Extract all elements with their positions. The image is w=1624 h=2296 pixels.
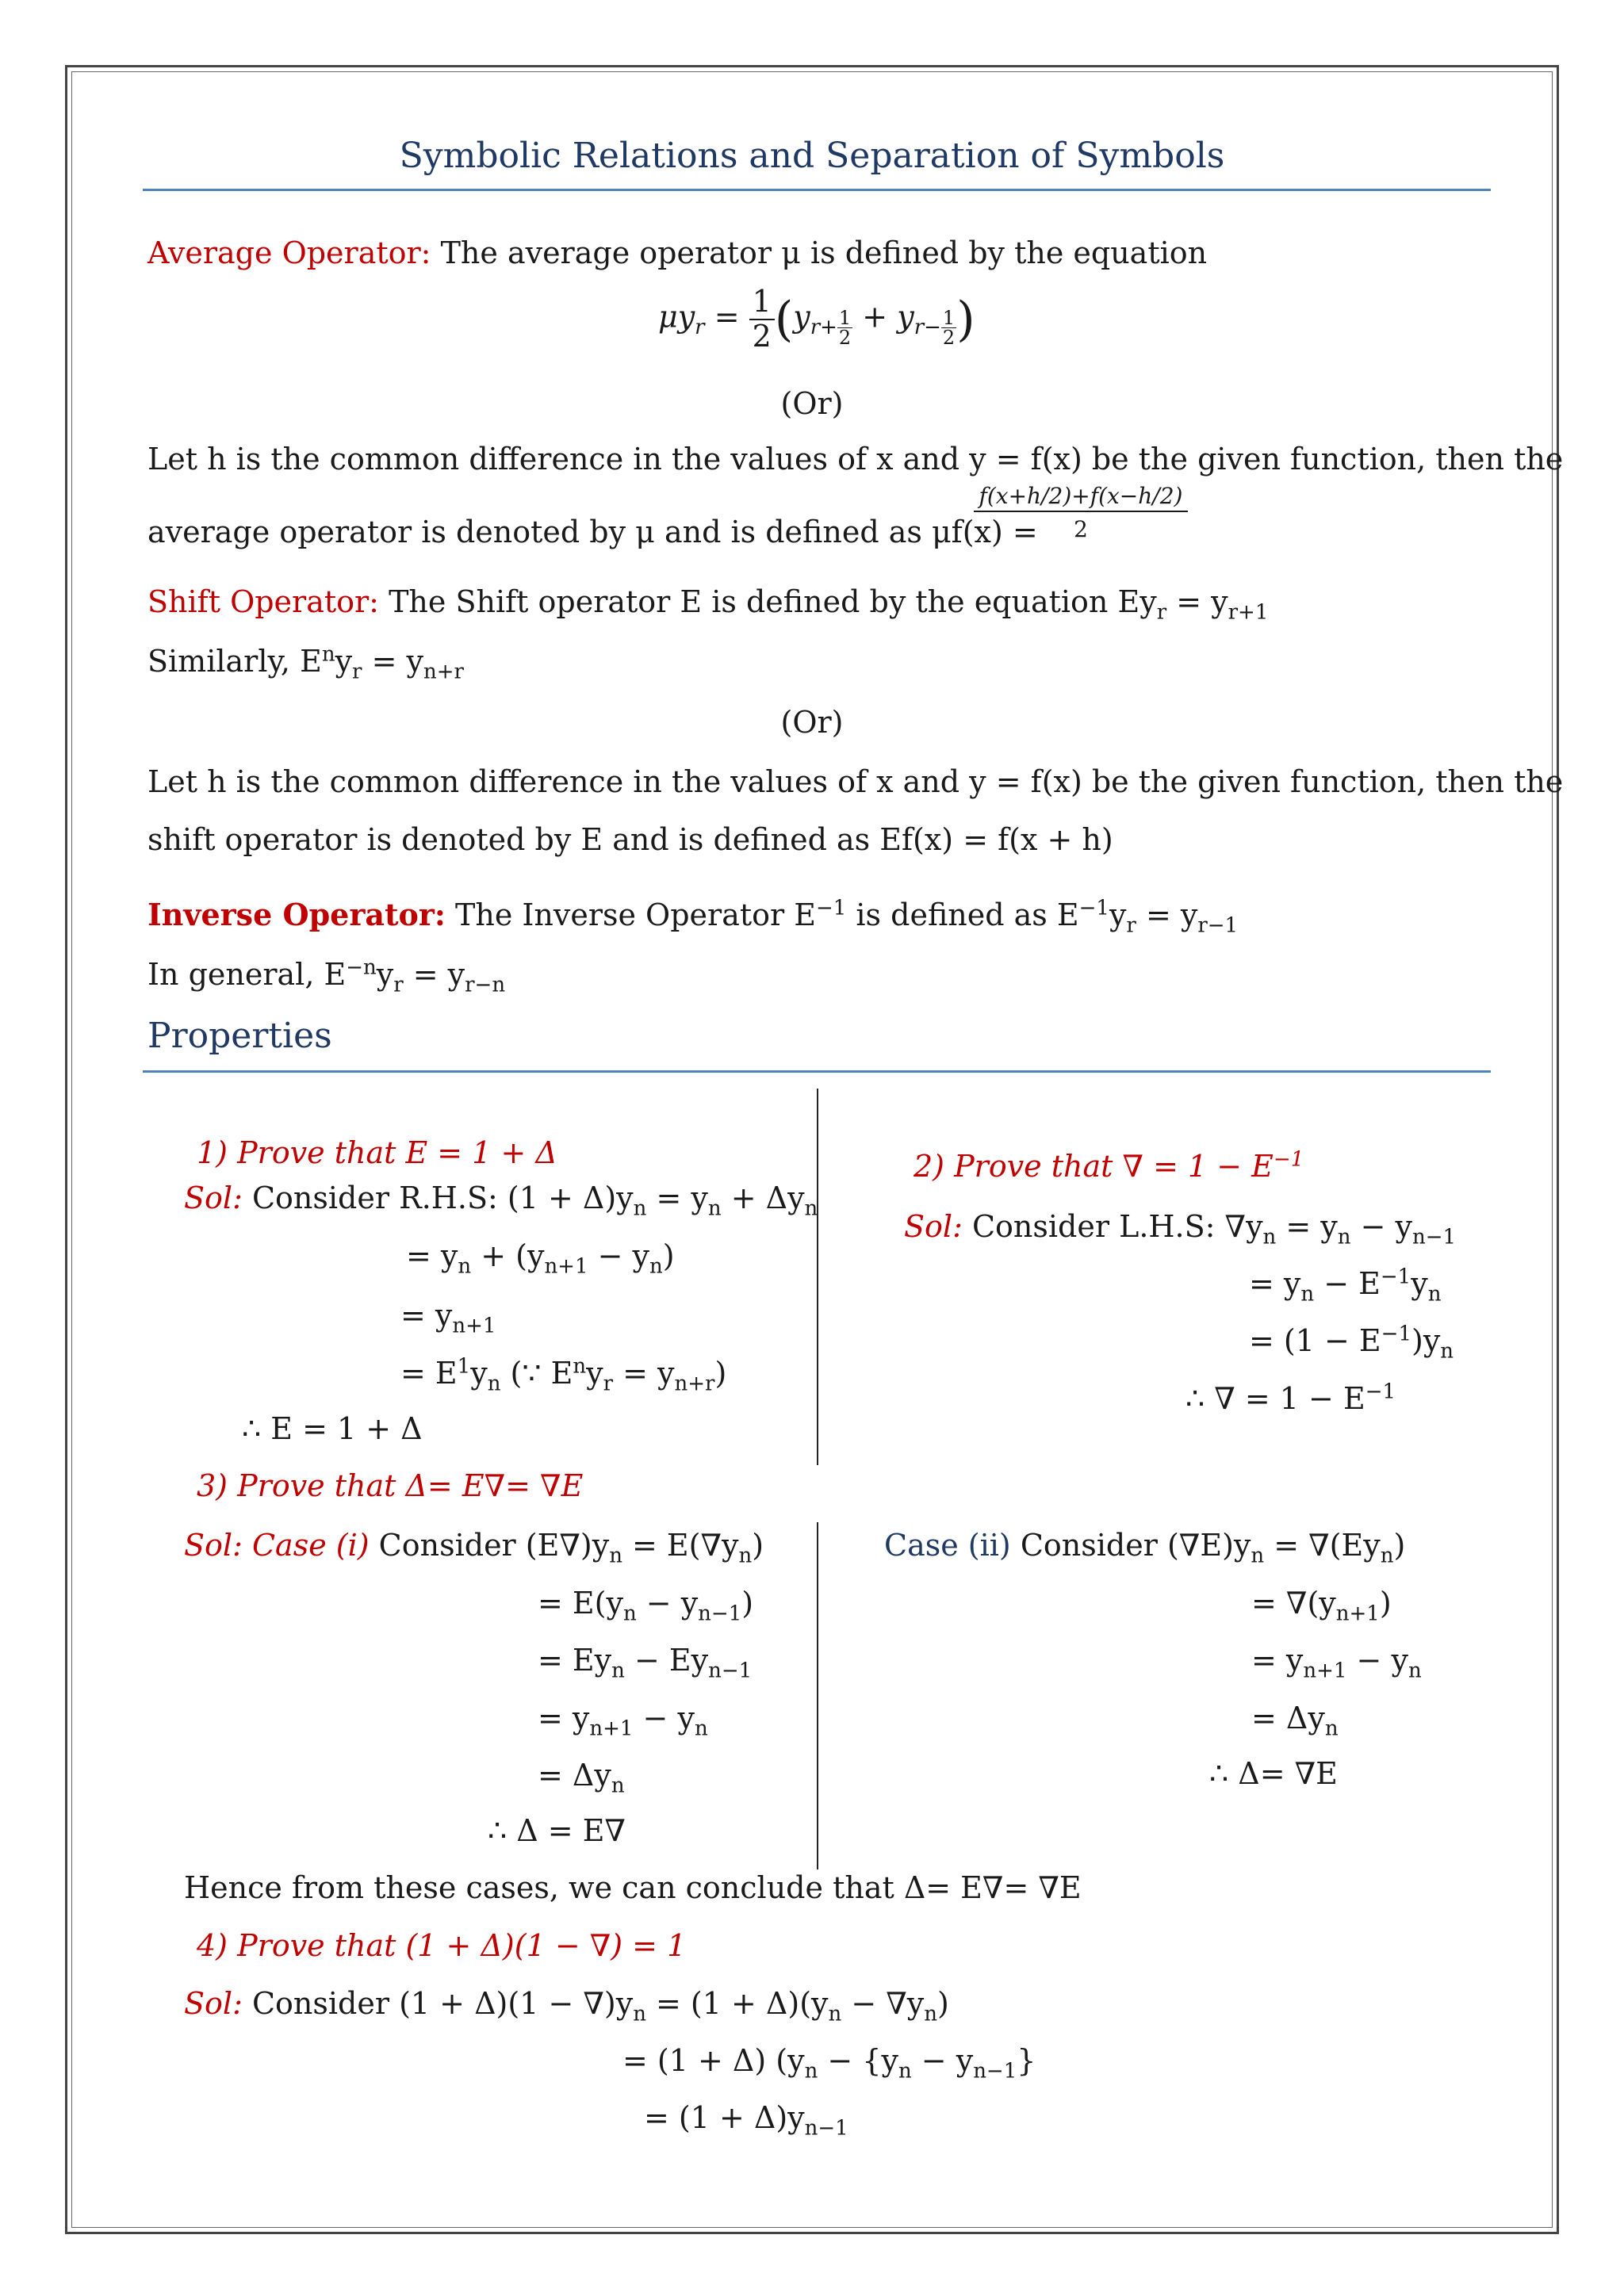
shift-similarly: Similarly, $E^ny_r = y_{n+r}$ <box>147 642 464 684</box>
average-def-den: 2 <box>1074 516 1088 542</box>
average-text: The average operator μ is defined by the equation <box>431 235 1208 270</box>
p3-case2-line2: = $\nabla(y_{n+1})$ <box>1251 1586 1392 1626</box>
p1-line1: Sol: Consider R.H.S: $(1 + \Delta)y_n = y_n + \Delta y_n$ <box>184 1181 818 1221</box>
p2-therefore-text: ∴ ∇ = 1 − E <box>1185 1381 1365 1416</box>
average-label: Average Operator: <box>147 235 431 270</box>
page-title: Symbolic Relations and Separation of Symbols <box>399 136 1225 176</box>
p2-title: 2) Prove that ∇ = $1 - E^{-1}$ <box>914 1147 1304 1184</box>
p3-sol-label: Sol: <box>184 1528 243 1563</box>
p3-case1-line1: Sol: Case (i) Consider $(E\nabla)y_n = E(\nabla y_n)$ <box>184 1528 764 1568</box>
p1-line4: = $E^1y_n$ (∵ $E^ny_r = y_{n+r}$) <box>400 1354 727 1396</box>
properties-heading: Properties <box>147 1016 332 1056</box>
half-fraction <box>749 285 775 354</box>
shift-def-text: shift operator is denoted by E and is defined as Ef(x) = f(x + h) <box>147 822 1113 857</box>
inverse-label: Inverse Operator: <box>147 897 446 932</box>
p3-case2-line3: = $y_{n+1} - y_n$ <box>1251 1643 1422 1683</box>
p1-title: 1) Prove that E = 1 + Δ <box>197 1135 557 1170</box>
eq-lhs-sub: r <box>695 315 705 339</box>
inverse-text: The Inverse Operator E <box>445 897 816 932</box>
p2-line2: = $y_n - E^{-1}y_n$ <box>1249 1265 1442 1307</box>
p4-line2: = (1 + Δ) ($y_n - \{y_n - y_{n-1}\}$ <box>622 2043 1036 2084</box>
p2-sol-label: Sol: <box>904 1209 963 1244</box>
shift-let-text: Let h is the common difference in the values of x and y = f(x) be the given function, then the <box>147 764 1564 799</box>
p3-case1-line2: = $E(y_n - y_{n-1})$ <box>538 1586 754 1626</box>
p1-line3: = $y_{n+1}$ <box>400 1298 496 1338</box>
shift-text: The Shift operator E is defined by the equation Ey <box>378 584 1157 619</box>
p2-title-text: 2) Prove that ∇ = 1 − E <box>914 1149 1274 1184</box>
inverse-definition: Inverse Operator: The Inverse Operator $E^{-1}$ is defined as $E^{-1}y_r = y_{r-1}$ <box>147 896 1239 938</box>
p3-case1-label <box>252 1528 370 1563</box>
p4-sol-label: Sol: <box>184 1986 243 2021</box>
p3-case1-line4: = $y_{n+1} - y_n$ <box>538 1701 708 1741</box>
p3-case2-therefore: ∴ Δ= ∇E <box>1209 1756 1338 1791</box>
p2-line1: Sol: Consider L.H.S: $\nabla y_n = y_n - y_{n-1}$ <box>904 1209 1457 1249</box>
average-def-text: average operator is denoted by μ and is defined as μf(x) = <box>147 515 1038 549</box>
p2-therefore: ∴ ∇ = $1 - E^{-1}$ <box>1185 1380 1396 1416</box>
p1-line2: = $y_n + (y_{n+1} - y_n)$ <box>406 1238 675 1279</box>
p3-case1-therefore: ∴ Δ = E∇ <box>488 1813 626 1848</box>
p4-line1: Sol: Consider $(1 + \Delta)(1 - \nabla)y_n = (1 + \Delta)(y_n - \nabla y_n)$ <box>184 1986 949 2026</box>
inverse-general-text: In general, E <box>147 957 347 992</box>
shift-or: (Or) <box>780 705 844 740</box>
p1-therefore: ∴ E = 1 + Δ <box>242 1411 423 1446</box>
average-let-text: Let h is the common difference in the values of x and y = f(x) be the given function, then the <box>147 442 1564 476</box>
p2-line3: = $(1 - E^{-1})y_n$ <box>1249 1322 1454 1364</box>
p3-conclusion: Hence from these cases, we can conclude that Δ= E∇= ∇E <box>184 1870 1082 1905</box>
eq-lhs: μy <box>658 299 695 335</box>
p3-case1-line5: = $\Delta y_n$ <box>538 1758 625 1798</box>
average-equation: $\mu y_r$ = $\frac{1}{2}$ ($y_{r+ \frac{1}{2}}$ + $y_{r- \frac{1}{2}}$ ) <box>658 284 975 354</box>
p3-case1-text: Case (i) <box>251 1528 370 1563</box>
average-or: (Or) <box>780 386 844 421</box>
average-def-fraction <box>974 485 1188 541</box>
inverse-general: In general, $E^{-n}y_r = y_{r-n}$ <box>147 955 506 997</box>
p3-case2-consider: Consider (∇E)y <box>1010 1528 1251 1563</box>
p3-case2-label: Case (ii) <box>884 1528 1011 1563</box>
column-divider-top <box>817 1089 818 1465</box>
average-definition <box>147 235 1208 270</box>
shift-label: Shift Operator: <box>147 584 379 619</box>
shift-definition: Shift Operator: The Shift operator E is defined by the equation $Ey_r = y_{r+1}$ <box>147 584 1269 625</box>
column-divider-bottom <box>817 1522 818 1869</box>
p4-line3: = $(1 + \Delta)y_{n-1}$ <box>644 2100 848 2141</box>
p4-line1-text: Consider (1 + Δ)(1 − ∇)y <box>242 1986 634 2021</box>
p3-case2-line4: = $\Delta y_n$ <box>1251 1701 1339 1741</box>
p3-case1-consider: Consider (E∇)y <box>369 1528 610 1563</box>
p4-title: 4) Prove that (1 + Δ)(1 − ∇) = 1 <box>197 1928 687 1963</box>
p3-title: 3) Prove that Δ= E∇= ∇E <box>197 1468 584 1503</box>
p3-case2-line1: Case (ii) Consider $(\nabla E)y_n = \nabla(Ey_n)$ <box>884 1528 1406 1568</box>
title-underline <box>143 189 1491 191</box>
properties-underline <box>143 1070 1491 1073</box>
p1-sol-label: Sol: <box>184 1181 243 1215</box>
p2-line1-text: Consider L.H.S: ∇y <box>962 1209 1263 1244</box>
half-den: 2 <box>752 318 772 354</box>
p3-case1-line3: = $Ey_n - Ey_{n-1}$ <box>538 1643 753 1683</box>
half-num: 1 <box>749 285 775 320</box>
shift-similarly-text: Similarly, E <box>147 644 322 679</box>
p1-line1-text: Consider R.H.S: (1 + Δ)y <box>242 1181 634 1215</box>
average-def-num: f(x+h/2)+f(x−h/2) <box>974 485 1188 512</box>
